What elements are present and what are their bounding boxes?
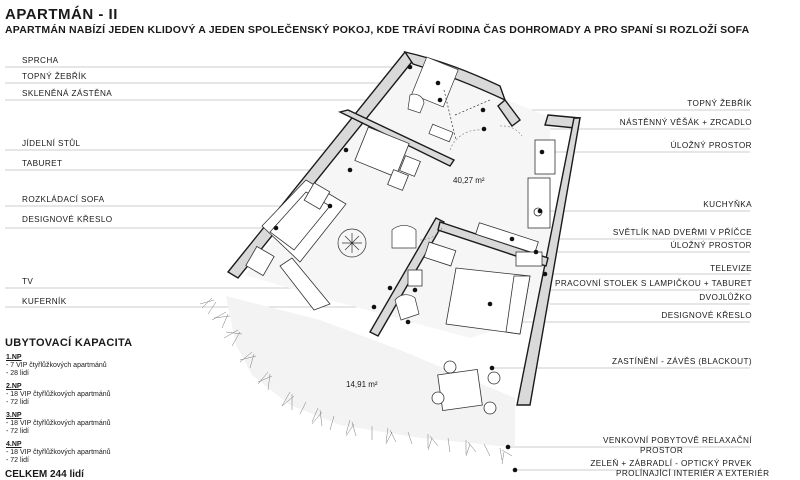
label-armchair: DESIGNOVÉ KŘESLO [22,215,113,224]
label-luggage-rack: KUFERNÍK [22,297,67,306]
area-terrace: 14,91 m² [346,380,378,389]
floor-people: - 72 lidí [6,457,29,465]
label-television: TELEVIZE [710,264,752,273]
label-armchair-right: DESIGNOVÉ KŘESLO [661,311,752,320]
floor-people: - 72 lidí [6,399,29,407]
capacity-floor-2 [6,383,111,408]
capacity-heading: UBYTOVACÍ KAPACITA [5,337,133,349]
label-greenery-railing: ZELEŇ + ZÁBRADLÍ - OPTICKÝ PRVEK [590,459,752,468]
floor-label: 1.NP [6,354,22,361]
label-coat-hook-mirror: NÁSTĚNNÝ VĚŠÁK + ZRCADLO [619,118,752,127]
label-heated-towel-rail-right: TOPNÝ ŽEBŘÍK [687,99,752,108]
label-storage-2: ÚLOŽNÝ PROSTOR [670,241,752,250]
floor-people: - 28 lidí [6,370,29,378]
label-blackout-curtain: ZASTÍNĚNÍ - ZÁVĚS (BLACKOUT) [612,357,752,366]
label-outdoor-space: VENKOVNÍ POBYTOVĚ RELAXAČNÍ [603,436,752,445]
label-greenery-railing-2: PROLÍNAJÍCÍ INTERIÉR A EXTERIÉR [616,469,770,478]
floor-apartments: - 18 VIP čtyřlůžkových apartmánů [6,391,111,399]
capacity-total: CELKEM 244 lidí [5,469,84,480]
capacity-floor-1 [6,354,107,379]
floor-label: 2.NP [6,383,22,390]
label-heated-towel-rail: TOPNÝ ŽEBŘÍK [22,72,87,81]
capacity-floor-4 [6,441,111,466]
floor-apartments: - 18 VIP čtyřlůžkových apartmánů [6,449,111,457]
floor-apartments: - 7 VIP čtyřlůžkových apartmánů [6,362,107,370]
area-interior: 40,27 m² [453,176,485,185]
floor-label: 3.NP [6,412,22,419]
label-storage-1: ÚLOŽNÝ PROSTOR [670,141,752,150]
label-skylight: SVĚTLÍK NAD DVEŘMI V PŘÍČCE [612,228,752,237]
label-shower: SPRCHA [22,56,59,65]
label-outdoor-space-2: PROSTOR [640,446,684,455]
label-desk-lamp-stool: PRACOVNÍ STOLEK S LAMPIČKOU + TABURET [554,279,752,288]
label-tv: TV [22,277,34,286]
capacity-floor-3 [6,412,111,437]
label-double-bed: DVOJLŮŽKO [699,293,752,302]
label-dining-table: JÍDELNÍ STŮL [22,139,81,148]
floor-label: 4.NP [6,441,22,448]
page-subtitle: APARTMÁN NABÍZÍ JEDEN KLIDOVÝ A JEDEN SPOLEČENSKÝ POKOJ, KDE TRÁVÍ RODINA ČAS DOHROMADY A PRO SPANÍ SI ROZLOŽÍ SOFA [5,24,750,36]
page-title: APARTMÁN - II [5,6,118,23]
label-glass-screen: SKLENĚNÁ ZÁSTĚNA [22,89,113,98]
label-stool: TABURET [22,159,63,168]
label-kitchenette: KUCHYŇKA [703,200,752,209]
floor-people: - 72 lidí [6,428,29,436]
floor-apartments: - 18 VIP čtyřlůžkových apartmánů [6,420,111,428]
label-sofa-bed: ROZKLÁDACÍ SOFA [22,195,105,204]
